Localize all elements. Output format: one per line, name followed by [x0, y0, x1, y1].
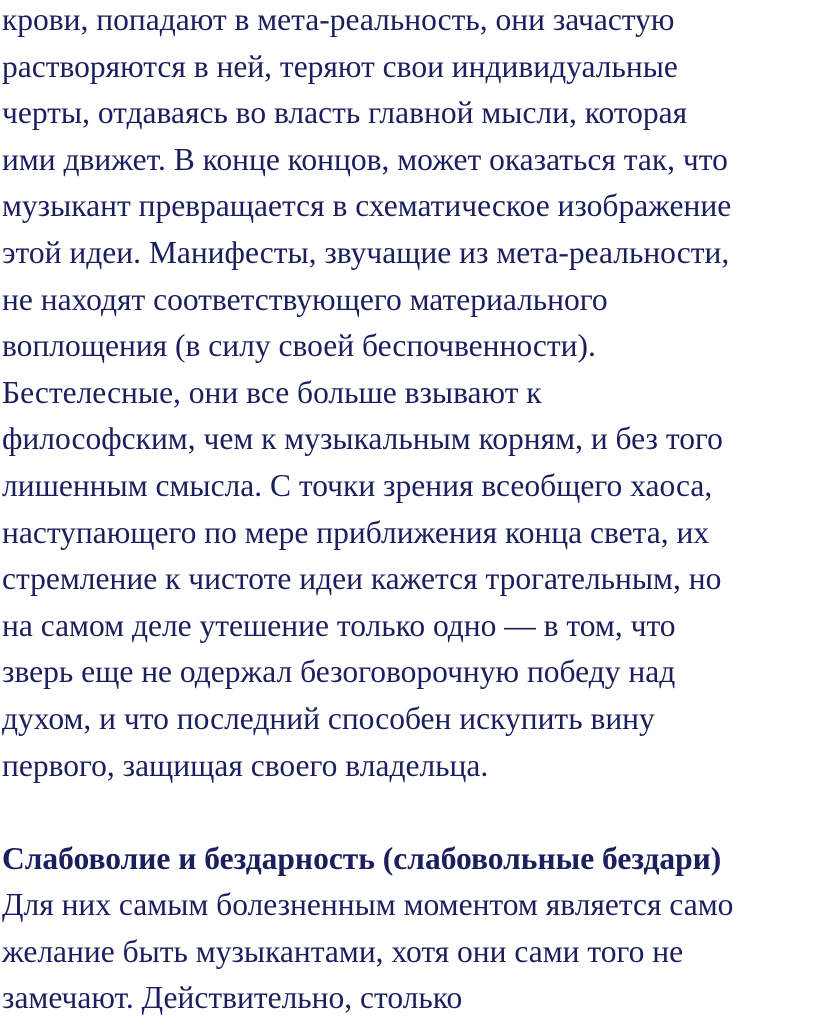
text-line: крови, попадают в мета-реальность, они зачастую — [2, 2, 675, 37]
text-line: Бестелесные, они все больше взывают к — [2, 374, 542, 410]
text-line: черты, отдаваясь во власть главной мысли, которая — [2, 95, 688, 131]
text-line: растворяются в ней, теряют свои индивидуальные — [2, 48, 678, 84]
section — [2, 836, 816, 1022]
text-line: этой идеи. Манифесты, звучащие из мета-реальности, — [2, 234, 730, 270]
document-text — [2, 0, 816, 1022]
text-line: желание быть музыкантами, хотя они сами того не — [2, 933, 684, 969]
text-line: стремление к чистоте идеи кажется трогательным, но — [2, 561, 722, 597]
text-line: Для них самым болезненным моментом является само — [2, 887, 734, 923]
text-line: первого, защищая своего владельца. — [2, 747, 489, 783]
text-line: замечают. Действительно, столько — [2, 980, 463, 1016]
text-line: духом, и что последний способен искупить вину — [2, 700, 655, 736]
text-line: не находят соответствующего материального — [2, 281, 608, 317]
text-line: музыкант превращается в схематическое изображение — [2, 188, 732, 224]
text-line: наступающего по мере приближения конца света, их — [2, 514, 710, 550]
text-line: философским, чем к музыкальным корням, и без того — [2, 421, 723, 457]
text-line: зверь еще не одержал безоговорочную победу над — [2, 654, 676, 690]
paragraph-spacer — [2, 789, 816, 836]
text-line: на самом деле утешение только одно — в том, что — [2, 607, 676, 643]
paragraph — [2, 0, 816, 789]
text-line: воплощения (в силу своей беспочвенности). — [2, 328, 596, 364]
text-line: ими движет. В конце концов, может оказаться так, что — [2, 141, 728, 177]
text-line: лишенным смысла. С точки зрения всеобщего хаоса, — [2, 467, 713, 503]
section-heading: Слабоволие и бездарность (слабовольные бездари) — [2, 840, 722, 876]
